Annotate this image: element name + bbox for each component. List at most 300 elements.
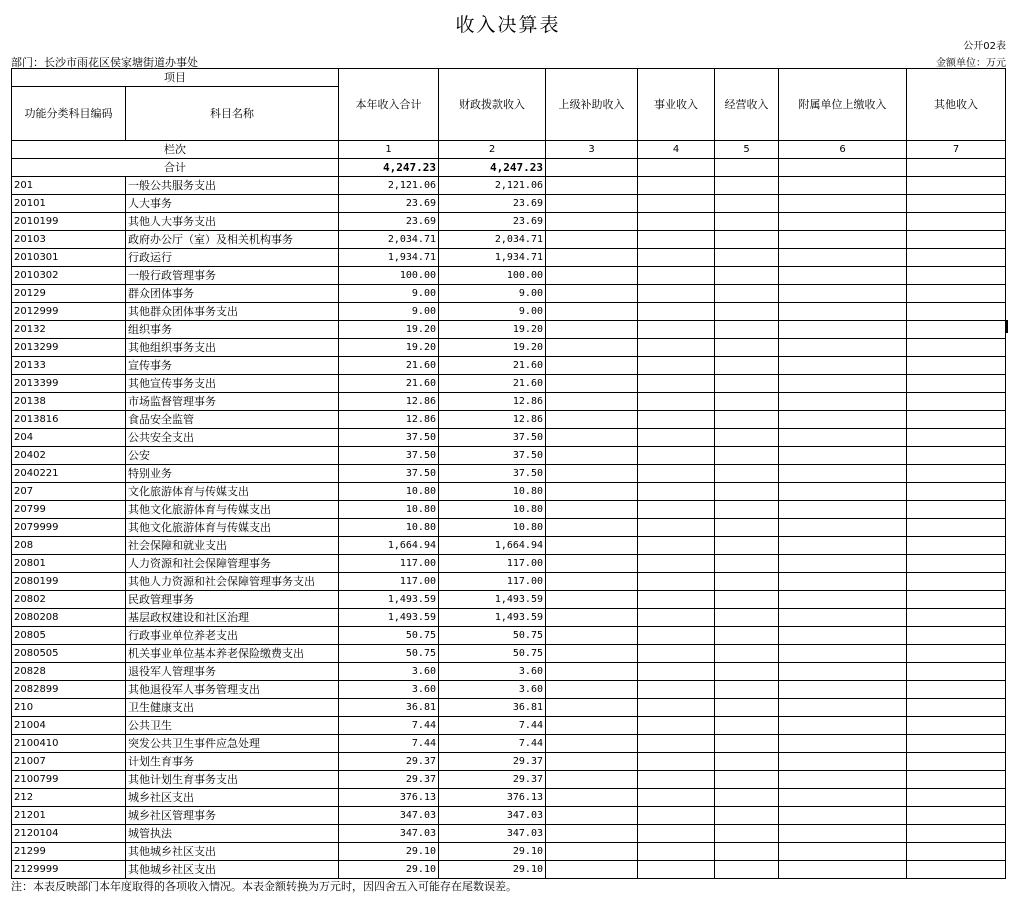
header-col-4: 事业收入: [638, 69, 715, 141]
row-col-7: [907, 321, 1006, 339]
row-col-1: 3.60: [339, 681, 439, 699]
row-col-2: 9.00: [439, 285, 546, 303]
row-col-2: 23.69: [439, 213, 546, 231]
table-row: [12, 195, 1006, 213]
row-col-7: [907, 195, 1006, 213]
row-name: 其他计划生育事务支出: [126, 771, 339, 789]
row-col-4: [638, 825, 715, 843]
row-name: 组织事务: [126, 321, 339, 339]
row-col-1: 100.00: [339, 267, 439, 285]
row-col-6: [779, 861, 907, 879]
row-col-7: [907, 447, 1006, 465]
row-col-3: [546, 285, 638, 303]
row-col-2: 12.86: [439, 411, 546, 429]
row-name: 其他退役军人事务管理支出: [126, 681, 339, 699]
row-col-3: [546, 375, 638, 393]
row-name: 文化旅游体育与传媒支出: [126, 483, 339, 501]
row-col-4: [638, 357, 715, 375]
total-col-3: [546, 159, 638, 177]
row-code: 207: [12, 483, 126, 501]
row-col-4: [638, 519, 715, 537]
row-col-2: 37.50: [439, 429, 546, 447]
row-col-4: [638, 681, 715, 699]
row-col-4: [638, 573, 715, 591]
header-item: 项目: [12, 69, 339, 87]
row-col-7: [907, 663, 1006, 681]
row-col-3: [546, 735, 638, 753]
row-col-3: [546, 411, 638, 429]
row-name: 其他群众团体事务支出: [126, 303, 339, 321]
footnote: 注：本表反映部门本年度取得的各项收入情况。本表金额转换为万元时，因四舍五入可能存在尾数误差。: [11, 880, 517, 893]
row-col-1: 3.60: [339, 663, 439, 681]
row-col-7: [907, 411, 1006, 429]
row-col-3: [546, 699, 638, 717]
row-col-3: [546, 591, 638, 609]
row-code: 20805: [12, 627, 126, 645]
table-row: [12, 699, 1006, 717]
income-table: [11, 68, 1006, 879]
table-row: [12, 681, 1006, 699]
header-col-1: 本年收入合计: [339, 69, 439, 141]
row-col-3: [546, 447, 638, 465]
row-col-1: 29.10: [339, 843, 439, 861]
row-col-6: [779, 555, 907, 573]
row-col-7: [907, 537, 1006, 555]
row-col-2: 23.69: [439, 195, 546, 213]
row-col-5: [715, 825, 779, 843]
row-col-5: [715, 267, 779, 285]
row-col-2: 36.81: [439, 699, 546, 717]
row-code: 2100410: [12, 735, 126, 753]
row-col-5: [715, 321, 779, 339]
row-col-2: 117.00: [439, 573, 546, 591]
table-row: [12, 771, 1006, 789]
row-col-5: [715, 735, 779, 753]
row-col-2: 2,034.71: [439, 231, 546, 249]
table-row: [12, 573, 1006, 591]
row-name: 人大事务: [126, 195, 339, 213]
row-col-1: 347.03: [339, 825, 439, 843]
total-col-5: [715, 159, 779, 177]
total-label: 合计: [12, 159, 339, 177]
row-col-1: 1,934.71: [339, 249, 439, 267]
row-code: 2080505: [12, 645, 126, 663]
row-col-6: [779, 195, 907, 213]
table-row: [12, 177, 1006, 195]
row-code: 20138: [12, 393, 126, 411]
table-row: [12, 591, 1006, 609]
row-col-5: [715, 357, 779, 375]
table-row: [12, 483, 1006, 501]
row-col-6: [779, 483, 907, 501]
row-code: 20133: [12, 357, 126, 375]
row-code: 21201: [12, 807, 126, 825]
row-col-5: [715, 177, 779, 195]
row-col-7: [907, 375, 1006, 393]
row-col-5: [715, 843, 779, 861]
row-col-7: [907, 573, 1006, 591]
row-col-5: [715, 249, 779, 267]
row-col-3: [546, 663, 638, 681]
row-col-3: [546, 573, 638, 591]
row-name: 公共安全支出: [126, 429, 339, 447]
row-name: 宣传事务: [126, 357, 339, 375]
row-col-1: 50.75: [339, 627, 439, 645]
row-col-1: 7.44: [339, 735, 439, 753]
row-col-3: [546, 771, 638, 789]
row-code: 20132: [12, 321, 126, 339]
row-col-6: [779, 609, 907, 627]
row-col-3: [546, 555, 638, 573]
table-row: [12, 411, 1006, 429]
row-name: 市场监督管理事务: [126, 393, 339, 411]
column-index-row: [12, 141, 1006, 159]
row-col-3: [546, 465, 638, 483]
row-name: 公安: [126, 447, 339, 465]
row-code: 20802: [12, 591, 126, 609]
row-col-7: [907, 267, 1006, 285]
header-col-6: 附属单位上缴收入: [779, 69, 907, 141]
row-col-2: 19.20: [439, 321, 546, 339]
row-col-3: [546, 807, 638, 825]
row-col-1: 19.20: [339, 339, 439, 357]
row-col-4: [638, 411, 715, 429]
row-col-6: [779, 321, 907, 339]
row-col-4: [638, 249, 715, 267]
row-code: 2120104: [12, 825, 126, 843]
row-col-2: 29.10: [439, 843, 546, 861]
row-col-6: [779, 519, 907, 537]
row-name: 突发公共卫生事件应急处理: [126, 735, 339, 753]
table-row: [12, 249, 1006, 267]
row-name: 其他人力资源和社会保障管理事务支出: [126, 573, 339, 591]
row-col-2: 29.10: [439, 861, 546, 879]
table-row: [12, 807, 1006, 825]
row-col-3: [546, 843, 638, 861]
row-col-4: [638, 429, 715, 447]
row-col-7: [907, 303, 1006, 321]
row-col-2: 1,493.59: [439, 591, 546, 609]
row-code: 2010301: [12, 249, 126, 267]
row-col-5: [715, 231, 779, 249]
row-col-6: [779, 465, 907, 483]
table-row: [12, 735, 1006, 753]
table-row: [12, 609, 1006, 627]
table-row: [12, 267, 1006, 285]
header-name: 科目名称: [126, 87, 339, 141]
table-row: [12, 447, 1006, 465]
row-col-4: [638, 303, 715, 321]
row-col-6: [779, 411, 907, 429]
row-col-5: [715, 339, 779, 357]
row-col-1: 12.86: [339, 393, 439, 411]
row-col-6: [779, 249, 907, 267]
row-col-3: [546, 717, 638, 735]
table-row: [12, 555, 1006, 573]
col-index-1: 1: [339, 141, 439, 159]
row-col-7: [907, 591, 1006, 609]
unit-label: 金额单位：万元: [936, 58, 1006, 69]
row-col-6: [779, 177, 907, 195]
row-col-2: 10.80: [439, 501, 546, 519]
row-col-4: [638, 465, 715, 483]
row-col-3: [546, 195, 638, 213]
row-col-7: [907, 807, 1006, 825]
row-col-1: 117.00: [339, 555, 439, 573]
table-row: [12, 393, 1006, 411]
header-col-5: 经营收入: [715, 69, 779, 141]
total-col-2: 4,247.23: [439, 159, 546, 177]
row-col-4: [638, 213, 715, 231]
row-code: 20402: [12, 447, 126, 465]
col-index-3: 3: [546, 141, 638, 159]
row-col-1: 23.69: [339, 213, 439, 231]
row-col-3: [546, 339, 638, 357]
row-col-1: 117.00: [339, 573, 439, 591]
row-col-4: [638, 537, 715, 555]
row-name: 社会保障和就业支出: [126, 537, 339, 555]
row-col-6: [779, 429, 907, 447]
row-code: 20101: [12, 195, 126, 213]
row-col-7: [907, 645, 1006, 663]
department-label: 部门：长沙市雨花区侯家塘街道办事处: [11, 56, 198, 69]
row-col-5: [715, 555, 779, 573]
row-col-3: [546, 249, 638, 267]
row-code: 2013816: [12, 411, 126, 429]
row-name: 民政管理事务: [126, 591, 339, 609]
row-code: 20799: [12, 501, 126, 519]
row-name: 食品安全监管: [126, 411, 339, 429]
row-col-1: 37.50: [339, 447, 439, 465]
row-col-2: 117.00: [439, 555, 546, 573]
table-row: [12, 825, 1006, 843]
row-col-1: 37.50: [339, 429, 439, 447]
col-index-7: 7: [907, 141, 1006, 159]
row-col-3: [546, 267, 638, 285]
table-row: [12, 645, 1006, 663]
row-code: 2040221: [12, 465, 126, 483]
row-col-1: 10.80: [339, 519, 439, 537]
row-code: 2080208: [12, 609, 126, 627]
table-row: [12, 375, 1006, 393]
row-code: 210: [12, 699, 126, 717]
report-title: 收入决算表: [455, 14, 561, 36]
row-col-7: [907, 357, 1006, 375]
row-col-3: [546, 483, 638, 501]
row-col-1: 2,121.06: [339, 177, 439, 195]
row-col-2: 10.80: [439, 483, 546, 501]
row-col-7: [907, 681, 1006, 699]
table-row: [12, 627, 1006, 645]
row-col-4: [638, 447, 715, 465]
row-col-7: [907, 717, 1006, 735]
header-col-2: 财政拨款收入: [439, 69, 546, 141]
row-col-1: 29.37: [339, 753, 439, 771]
row-col-4: [638, 267, 715, 285]
row-col-2: 10.80: [439, 519, 546, 537]
row-col-4: [638, 483, 715, 501]
row-col-1: 12.86: [339, 411, 439, 429]
row-name: 其他文化旅游体育与传媒支出: [126, 519, 339, 537]
row-name: 城乡社区支出: [126, 789, 339, 807]
row-col-7: [907, 735, 1006, 753]
row-name: 基层政权建设和社区治理: [126, 609, 339, 627]
row-code: 21299: [12, 843, 126, 861]
table-row: [12, 717, 1006, 735]
header-col-7: 其他收入: [907, 69, 1006, 141]
row-col-2: 347.03: [439, 825, 546, 843]
row-col-4: [638, 591, 715, 609]
row-col-5: [715, 699, 779, 717]
row-code: 2129999: [12, 861, 126, 879]
row-col-5: [715, 303, 779, 321]
row-col-5: [715, 411, 779, 429]
row-col-7: [907, 699, 1006, 717]
row-col-2: 29.37: [439, 771, 546, 789]
row-col-3: [546, 537, 638, 555]
row-col-7: [907, 339, 1006, 357]
row-label: 栏次: [12, 141, 339, 159]
text-cursor: [1006, 320, 1008, 333]
table-row: [12, 753, 1006, 771]
row-col-1: 19.20: [339, 321, 439, 339]
row-col-4: [638, 699, 715, 717]
row-col-1: 36.81: [339, 699, 439, 717]
table-row: [12, 843, 1006, 861]
row-col-4: [638, 663, 715, 681]
row-col-7: [907, 843, 1006, 861]
row-col-6: [779, 339, 907, 357]
row-col-6: [779, 285, 907, 303]
row-col-6: [779, 573, 907, 591]
row-col-6: [779, 501, 907, 519]
row-col-2: 12.86: [439, 393, 546, 411]
row-col-4: [638, 717, 715, 735]
row-col-1: 7.44: [339, 717, 439, 735]
row-col-6: [779, 825, 907, 843]
total-col-7: [907, 159, 1006, 177]
row-col-4: [638, 645, 715, 663]
row-name: 人力资源和社会保障管理事务: [126, 555, 339, 573]
row-col-1: 29.37: [339, 771, 439, 789]
row-col-3: [546, 321, 638, 339]
row-col-3: [546, 609, 638, 627]
row-col-6: [779, 735, 907, 753]
row-col-5: [715, 771, 779, 789]
row-name: 城管执法: [126, 825, 339, 843]
row-col-1: 376.13: [339, 789, 439, 807]
row-code: 21004: [12, 717, 126, 735]
row-code: 2079999: [12, 519, 126, 537]
row-col-5: [715, 519, 779, 537]
row-col-6: [779, 267, 907, 285]
header-code: 功能分类科目编码: [12, 87, 126, 141]
row-col-1: 21.60: [339, 357, 439, 375]
row-col-6: [779, 807, 907, 825]
row-col-4: [638, 375, 715, 393]
row-col-2: 1,493.59: [439, 609, 546, 627]
row-col-5: [715, 627, 779, 645]
row-col-4: [638, 321, 715, 339]
row-col-1: 10.80: [339, 501, 439, 519]
col-index-6: 6: [779, 141, 907, 159]
col-index-4: 4: [638, 141, 715, 159]
row-code: 20828: [12, 663, 126, 681]
row-name: 其他文化旅游体育与传媒支出: [126, 501, 339, 519]
row-name: 其他城乡社区支出: [126, 843, 339, 861]
row-col-1: 37.50: [339, 465, 439, 483]
row-col-7: [907, 789, 1006, 807]
row-col-4: [638, 285, 715, 303]
row-code: 2013399: [12, 375, 126, 393]
row-code: 208: [12, 537, 126, 555]
table-row: [12, 357, 1006, 375]
row-col-2: 7.44: [439, 717, 546, 735]
row-col-5: [715, 195, 779, 213]
row-name: 其他组织事务支出: [126, 339, 339, 357]
row-col-4: [638, 861, 715, 879]
row-col-4: [638, 807, 715, 825]
row-col-6: [779, 699, 907, 717]
row-col-5: [715, 483, 779, 501]
row-name: 计划生育事务: [126, 753, 339, 771]
row-code: 2012999: [12, 303, 126, 321]
row-col-6: [779, 681, 907, 699]
row-name: 公共卫生: [126, 717, 339, 735]
row-code: 2100799: [12, 771, 126, 789]
row-code: 2010199: [12, 213, 126, 231]
row-col-3: [546, 789, 638, 807]
row-col-3: [546, 231, 638, 249]
row-col-3: [546, 627, 638, 645]
row-col-5: [715, 573, 779, 591]
row-col-4: [638, 195, 715, 213]
row-code: 204: [12, 429, 126, 447]
table-row: [12, 231, 1006, 249]
row-col-3: [546, 357, 638, 375]
row-code: 2082899: [12, 681, 126, 699]
row-col-7: [907, 825, 1006, 843]
col-index-2: 2: [439, 141, 546, 159]
row-col-7: [907, 753, 1006, 771]
row-col-1: 9.00: [339, 303, 439, 321]
row-col-3: [546, 303, 638, 321]
row-col-7: [907, 231, 1006, 249]
row-col-6: [779, 591, 907, 609]
row-col-5: [715, 789, 779, 807]
row-col-4: [638, 771, 715, 789]
row-col-5: [715, 537, 779, 555]
row-col-5: [715, 753, 779, 771]
table-row: [12, 213, 1006, 231]
row-col-5: [715, 501, 779, 519]
row-code: 2010302: [12, 267, 126, 285]
row-col-5: [715, 717, 779, 735]
row-col-5: [715, 447, 779, 465]
row-col-2: 9.00: [439, 303, 546, 321]
row-col-5: [715, 465, 779, 483]
row-col-7: [907, 483, 1006, 501]
row-name: 群众团体事务: [126, 285, 339, 303]
row-col-5: [715, 807, 779, 825]
row-code: 20801: [12, 555, 126, 573]
row-col-7: [907, 249, 1006, 267]
row-col-2: 21.60: [439, 375, 546, 393]
row-col-5: [715, 375, 779, 393]
row-name: 行政事业单位养老支出: [126, 627, 339, 645]
row-name: 一般行政管理事务: [126, 267, 339, 285]
row-col-6: [779, 231, 907, 249]
